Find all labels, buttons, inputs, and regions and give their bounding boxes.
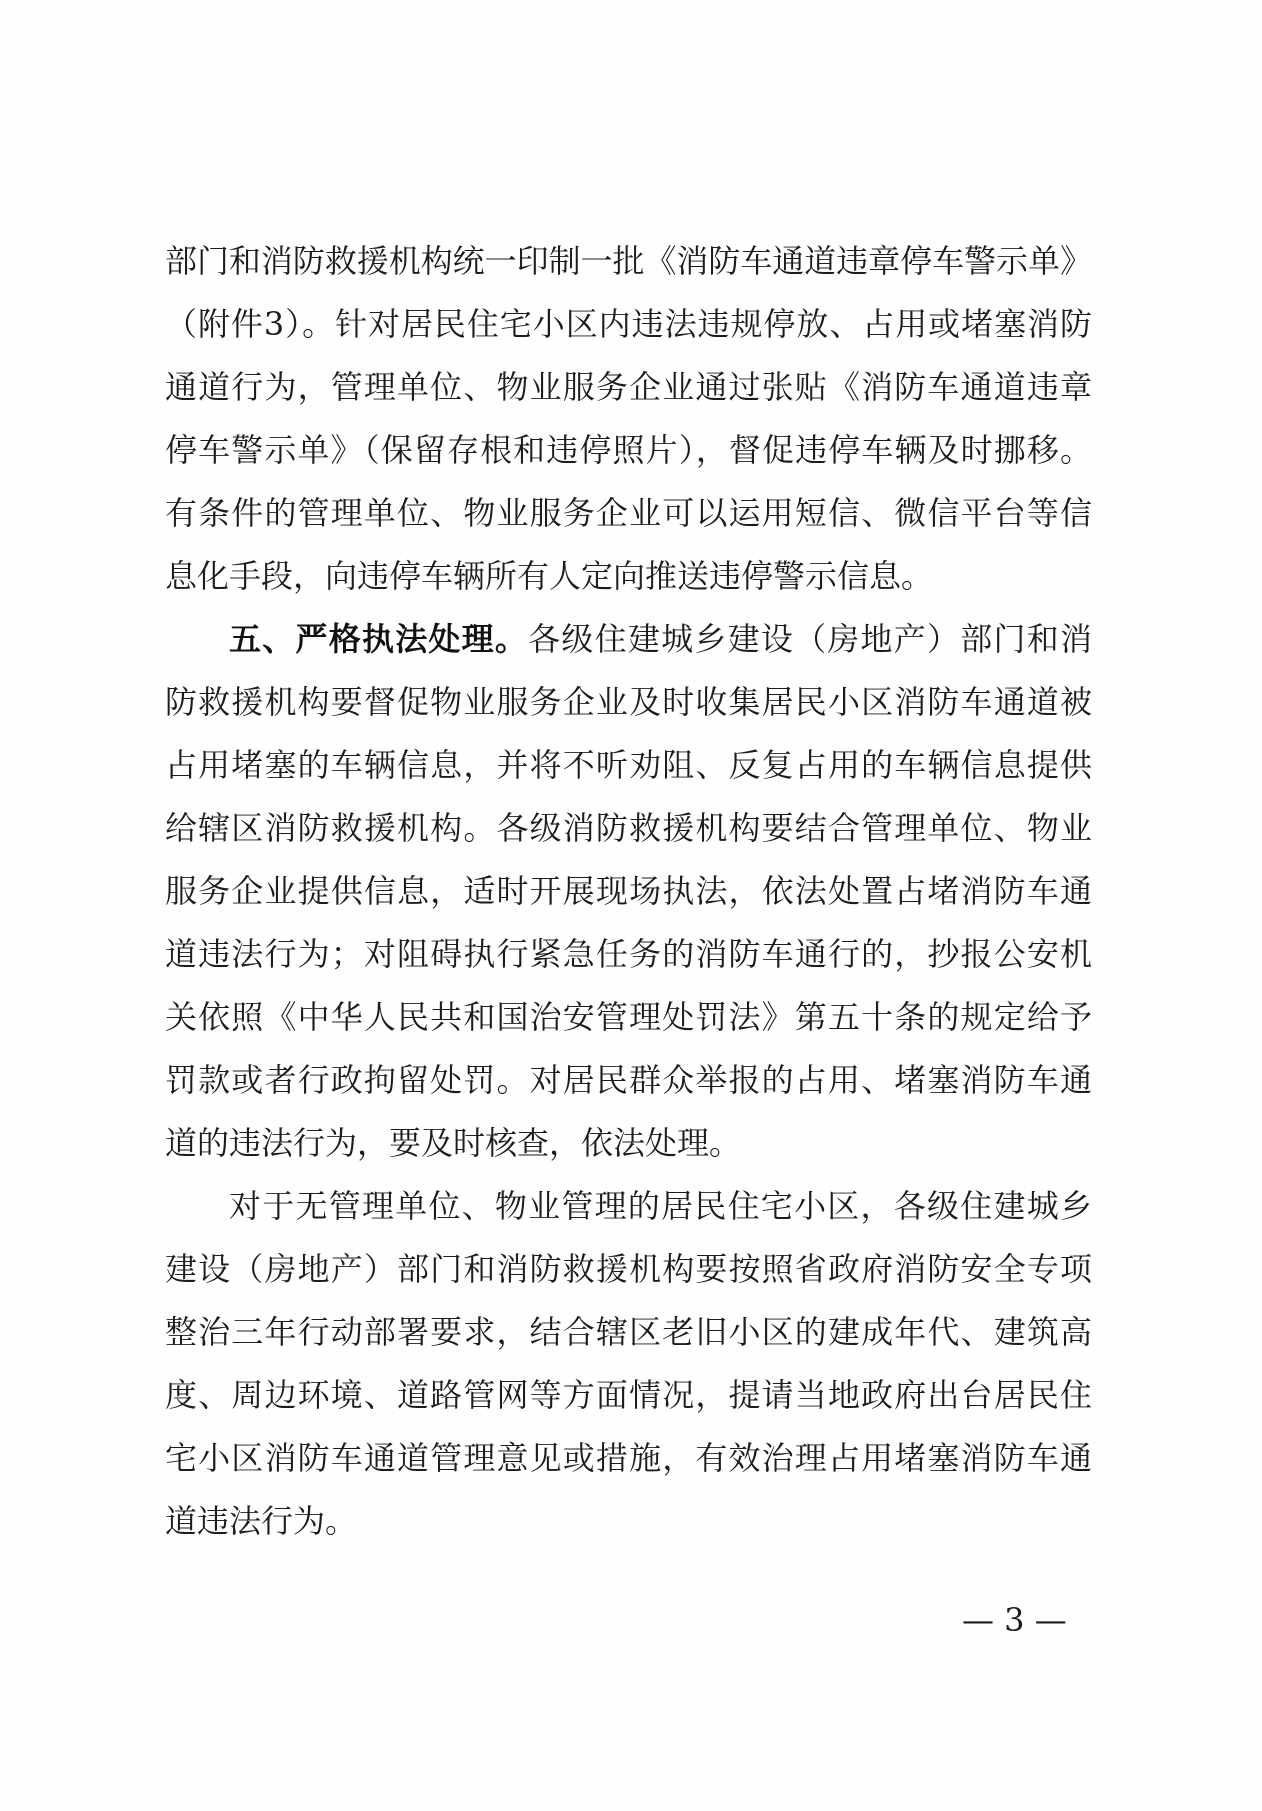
text-line: 停车警示单》（保留存根和违停照片），督促违停车辆及时挪移。 bbox=[165, 431, 1094, 469]
page-number: — 3 — bbox=[962, 1601, 1067, 1639]
text-line: 部门和消防救援机构统一印制一批《消防车通道违章停车警示单》 bbox=[165, 242, 1092, 280]
document-body bbox=[165, 230, 1092, 1553]
text-run: 各级住建城乡建设（房地产）部门和消 bbox=[528, 620, 1094, 658]
text-line: 宅小区消防车通道管理意见或措施，有效治理占用堵塞消防车通 bbox=[165, 1439, 1094, 1477]
text-line: 防救援机构要督促物业服务企业及时收集居民小区消防车通道被 bbox=[165, 683, 1094, 721]
text-line: 罚款或者行政拘留处罚。对居民群众举报的占用、堵塞消防车通 bbox=[165, 1061, 1094, 1099]
text-line: 关依照《中华人民共和国治安管理处罚法》第五十条的规定给予 bbox=[165, 998, 1094, 1036]
text-line: 息化手段，向违停车辆所有人定向推送违停警示信息。 bbox=[165, 557, 934, 595]
paragraph-unmanaged-communities bbox=[165, 1175, 1092, 1553]
text-line: 建设（房地产）部门和消防救援机构要按照省政府消防安全专项 bbox=[165, 1250, 1094, 1288]
paragraph-strict-enforcement bbox=[165, 608, 1092, 1175]
text-line: 通道行为，管理单位、物业服务企业通过张贴《消防车通道违章 bbox=[165, 368, 1094, 406]
section-heading: 五、严格执法处理。 bbox=[229, 620, 529, 658]
paragraph-warning-notice bbox=[165, 230, 1092, 608]
text-line: 对于无管理单位、物业管理的居民住宅小区，各级住建城乡 bbox=[229, 1187, 1094, 1225]
text-line: 道违法行为。 bbox=[165, 1502, 358, 1540]
text-line: 给辖区消防救援机构。各级消防救援机构要结合管理单位、物业 bbox=[165, 809, 1094, 847]
text-line: 道的违法行为，要及时核查，依法处理。 bbox=[165, 1124, 742, 1162]
text-line: 占用堵塞的车辆信息，并将不听劝阻、反复占用的车辆信息提供 bbox=[165, 746, 1094, 784]
text-line: 道违法行为；对阻碍执行紧急任务的消防车通行的，抄报公安机 bbox=[165, 935, 1094, 973]
text-line: （附件3）。针对居民住宅小区内违法违规停放、占用或堵塞消防 bbox=[165, 305, 1093, 343]
text-line: 度、周边环境、道路管网等方面情况，提请当地政府出台居民住 bbox=[165, 1376, 1094, 1414]
text-line: 服务企业提供信息，适时开展现场执法，依法处置占堵消防车通 bbox=[165, 872, 1094, 910]
text-line: 有条件的管理单位、物业服务企业可以运用短信、微信平台等信 bbox=[165, 494, 1094, 532]
text-line: 整治三年行动部署要求，结合辖区老旧小区的建成年代、建筑高 bbox=[165, 1313, 1094, 1351]
text-line bbox=[165, 608, 1092, 671]
